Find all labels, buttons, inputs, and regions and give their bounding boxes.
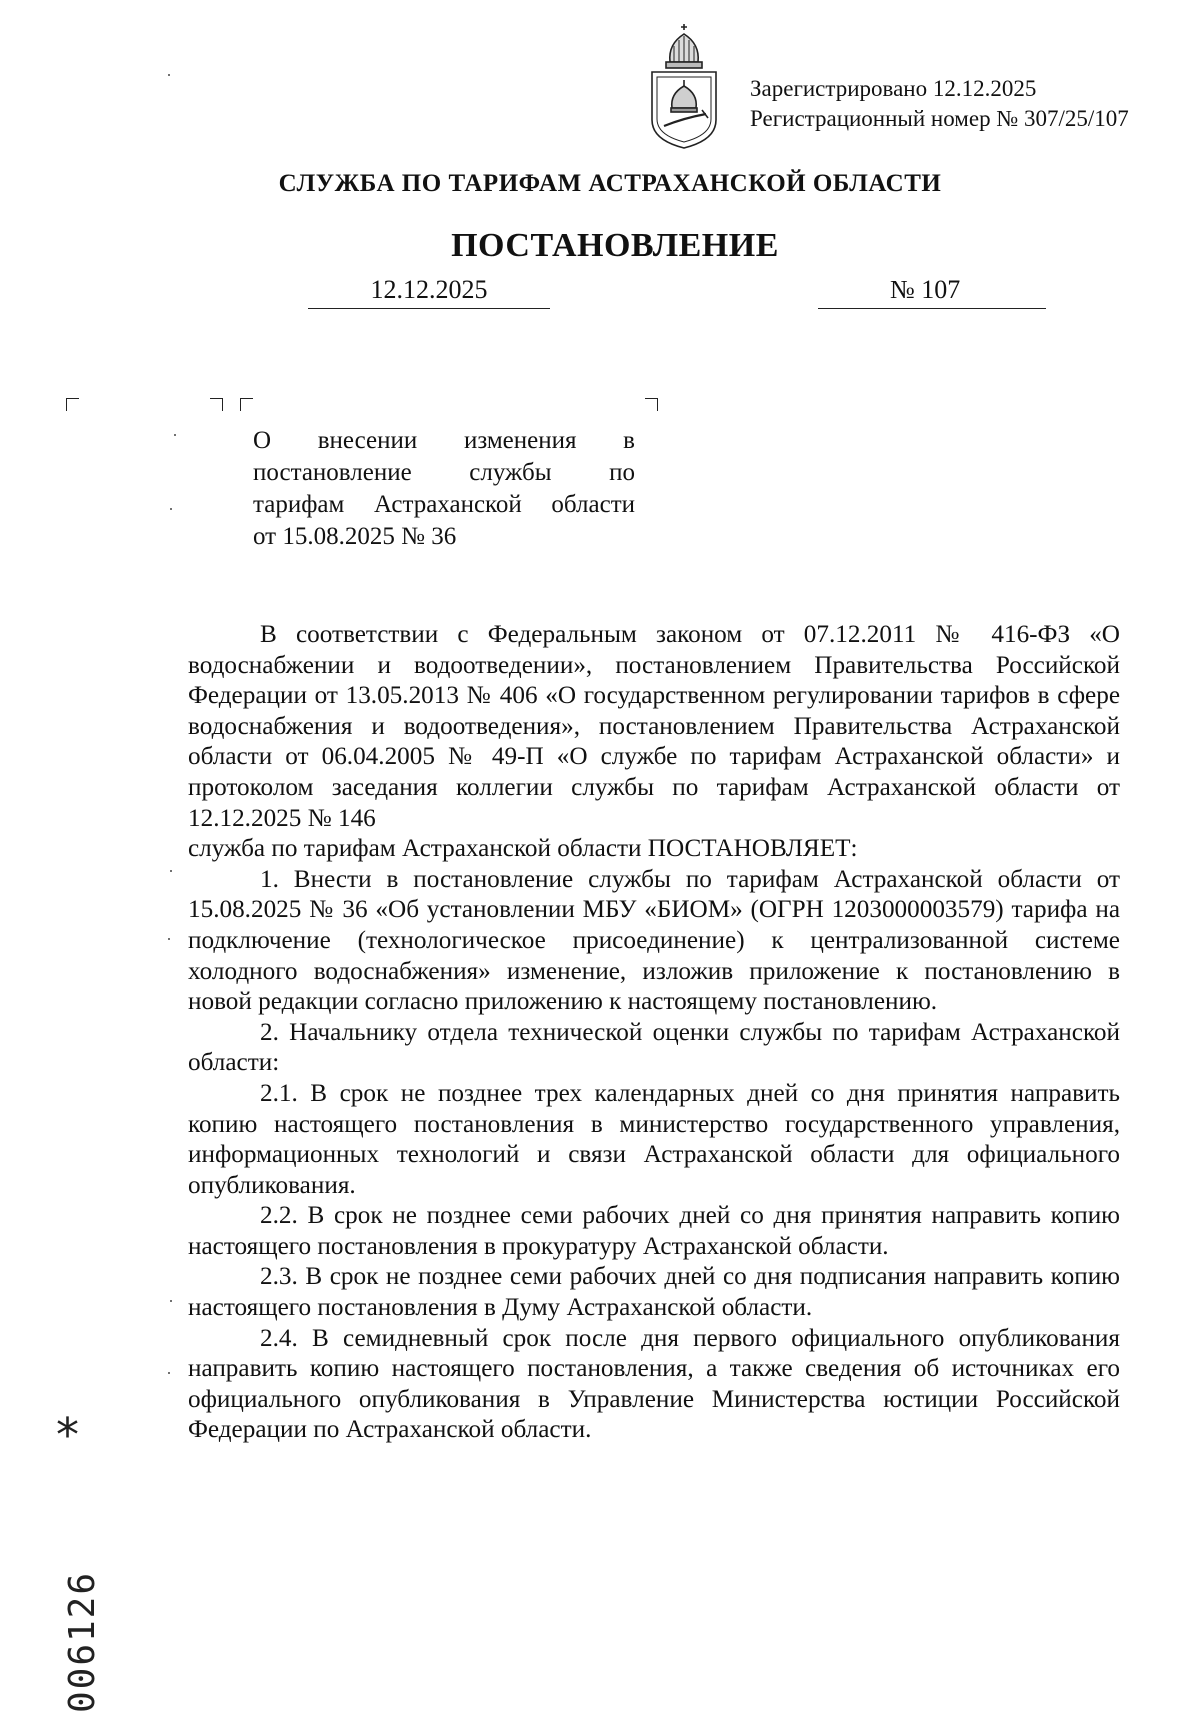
subject-line: от 15.08.2025 № 36 [253,523,457,550]
bracket-corner-mid-right [240,398,253,411]
scan-speck [174,434,176,436]
bracket-corner-top-left [66,398,79,411]
agency-name: СЛУЖБА ПО ТАРИФАМ АСТРАХАНСКОЙ ОБЛАСТИ [278,170,942,197]
paragraph-2-4: 2.4. В семидневный срок после дня первого официального опубликования направить копию настоящего постановления, а также сведения об источниках его официального опубликования в Управление Министерства юстиции Российской Федерации по Астраханской области. [188,1324,1120,1444]
document-body [188,620,1120,1446]
document-type: ПОСТАНОВЛЕНИЕ [451,227,779,264]
registration-number: Регистрационный номер № 307/25/107 [750,106,1129,131]
subject-line: О внесении изменения в [253,427,635,454]
registration-date: Зарегистрировано 12.12.2025 [750,76,1037,101]
subject-line: тарифам Астраханской области [253,491,635,518]
scan-speck [170,870,172,872]
scan-speck [168,1372,170,1374]
subject-line: постановление службы по [253,459,635,486]
scan-speck [168,74,170,76]
paragraph-2-2: 2.2. В срок не позднее семи рабочих дней со дня принятия направить копию настоящего постановления в прокуратуру Астраханской области. [188,1202,1120,1260]
serial-number: 006126 [62,1570,103,1714]
paragraph-2-3: 2.3. В срок не позднее семи рабочих дней со дня подписания направить копию настоящего постановления в Думу Астраханской области. [188,1263,1120,1322]
scan-speck [170,1300,172,1302]
paragraph-1: 1. Внести в постановление службы по тарифам Астраханской области от 15.08.2025 № 36 «Об установлении МБУ «БИОМ» (ОГРН 1203000003579) тарифа на подключение (технологическое присоединение) к централизованной системе холодного водоснабжения» изменение, изложив приложение к постановлению в новой редакции согласно приложению к настоящему постановлению. [188,865,1120,1016]
document-subject [253,425,635,553]
bracket-corner-top-right [645,398,658,411]
document-date: 12.12.2025 [308,272,550,309]
coat-of-arms-icon [648,22,720,150]
scan-speck [168,938,170,940]
document-number: № 107 [818,272,1046,309]
asterisk-mark: * [56,1408,79,1462]
paragraph-2-1: 2.1. В срок не позднее трех календарных дней со дня принятия направить копию настоящего постановления в министерство государственного управления, информационных технологий и связи Астраханской области для официального опубликования. [188,1079,1120,1199]
resolves-line: служба по тарифам Астраханской области ПОСТАНОВЛЯЕТ: [188,835,858,863]
preamble-paragraph: В соответствии с Федеральным законом от 07.12.2011 № 416-ФЗ «О водоснабжении и водоотведении», постановлением Правительства Российской Федерации от 13.05.2013 № 406 «О государственном регулировании тарифов в сфере водоснабжения и водоотведения», постановлением Правительства Астраханской области от 06.04.2005 № 49-П «О службе по тарифам Астраханской области» и протоколом заседания коллегии службы по тарифам Астраханской области от 12.12.2025 № 146 [188,621,1120,832]
registration-stamp [750,74,1129,134]
paragraph-2: 2. Начальнику отдела технической оценки службы по тарифам Астраханской области: [188,1018,1120,1077]
scan-speck [170,508,172,510]
bracket-corner-mid-left [210,398,223,411]
